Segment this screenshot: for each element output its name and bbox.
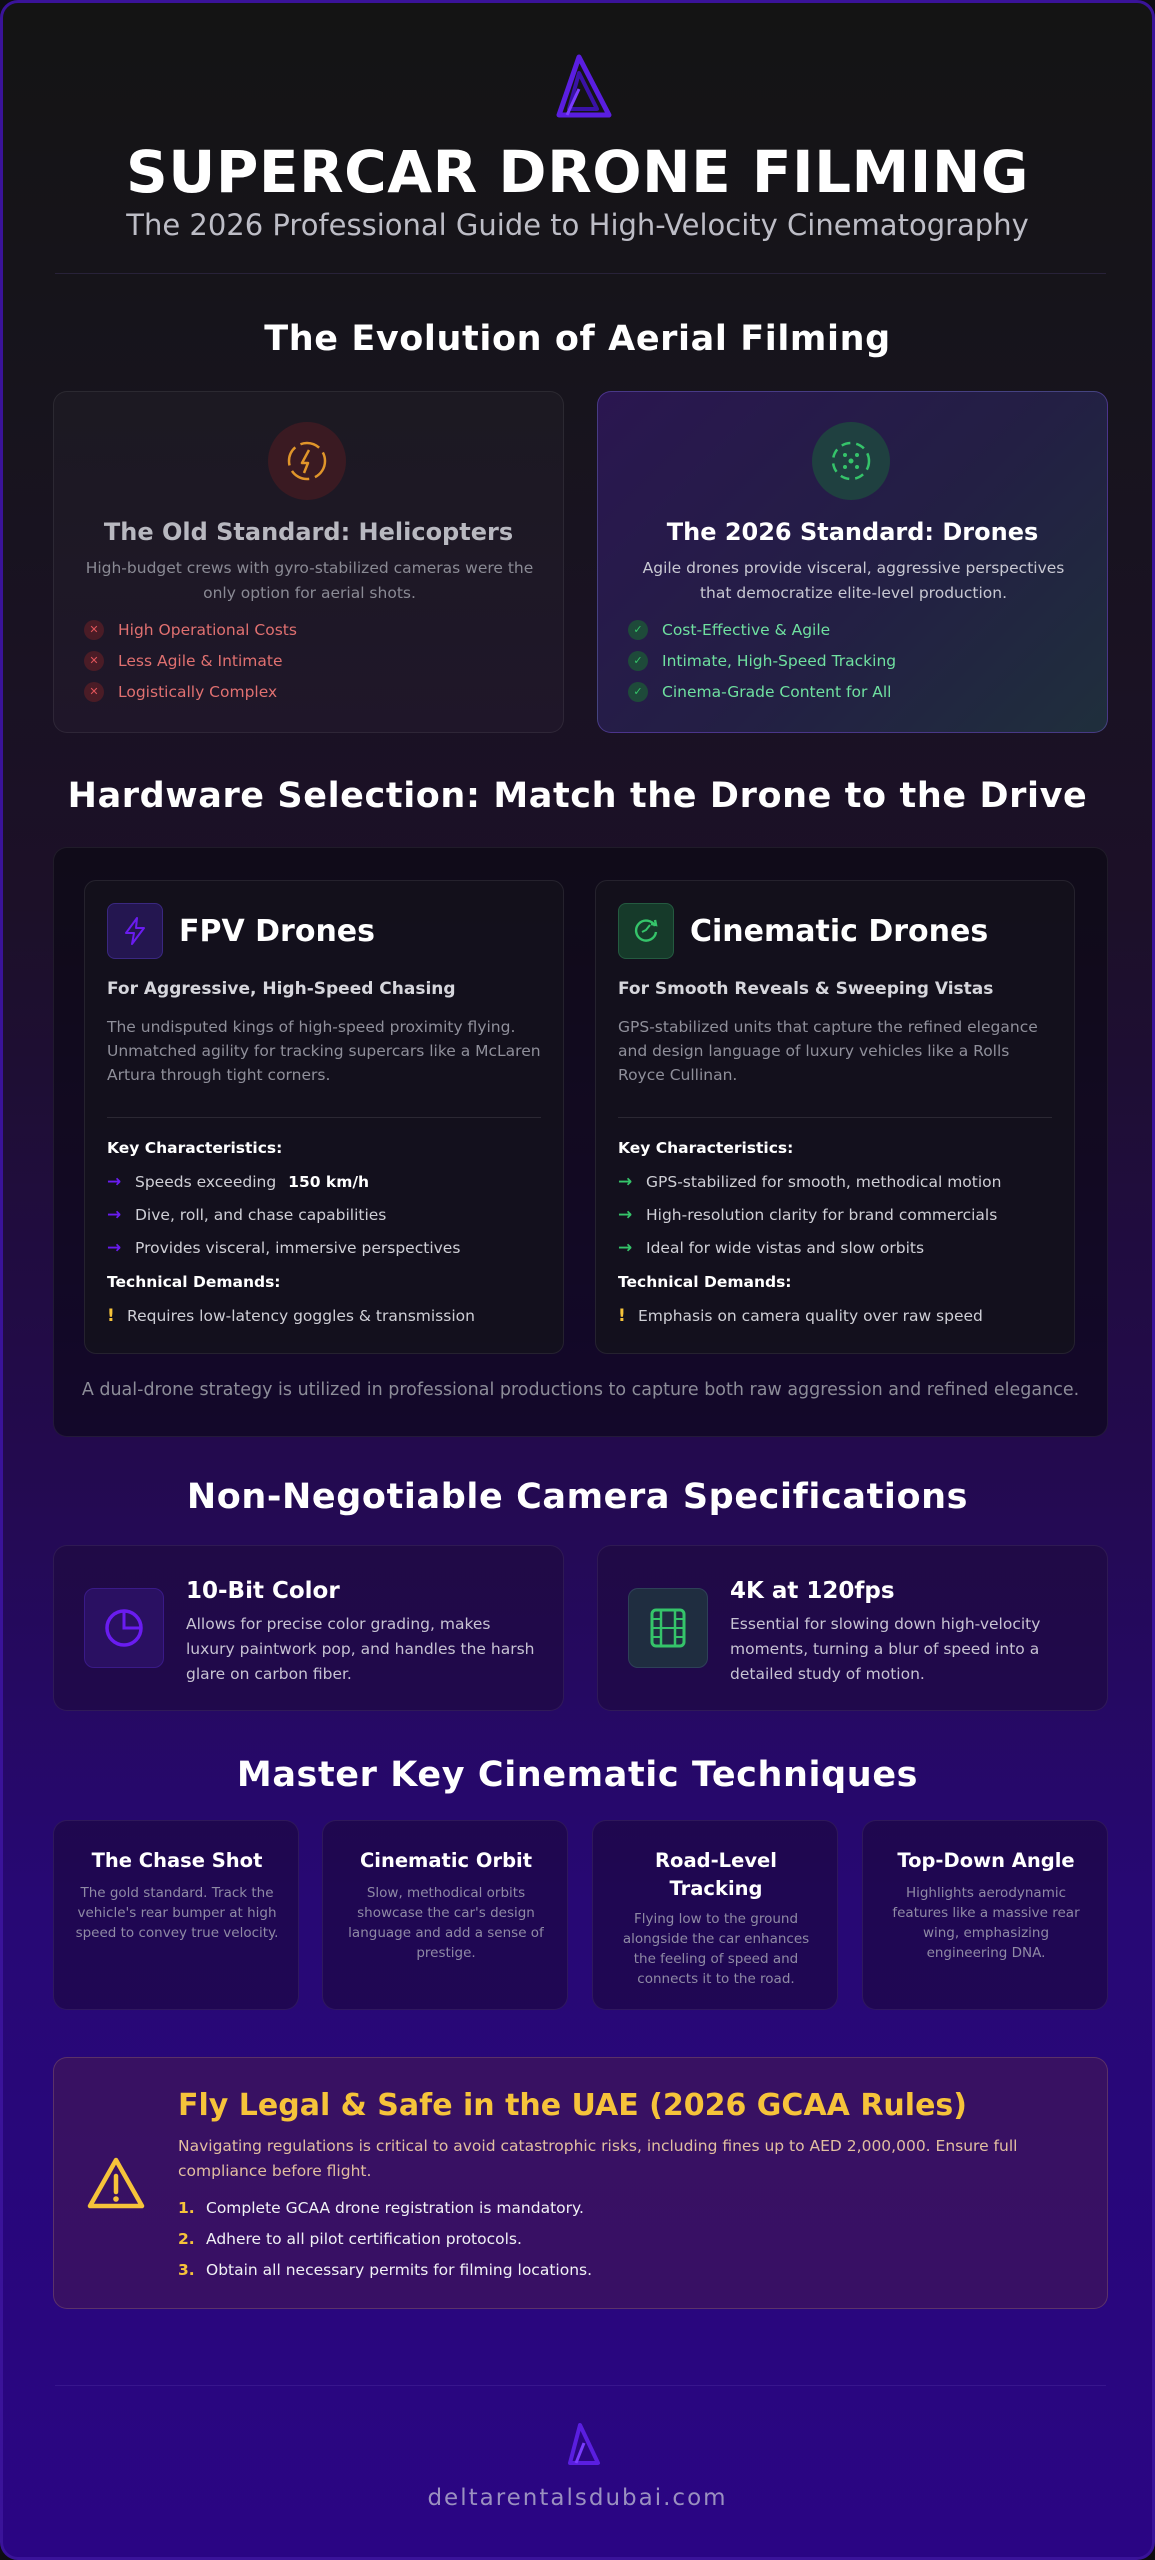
spec-description: Allows for precise color grading, makes luxury paintwork pop, and handles the harsh glare on carbon fiber.	[186, 1615, 535, 1683]
list-item: → Provides visceral, immersive perspectives	[107, 1237, 461, 1258]
cinematic-characteristics-list	[618, 1165, 1001, 1264]
section-title-techniques: Master Key Cinematic Techniques	[236, 1755, 919, 1795]
fpv-characteristics-label: Key Characteristics:	[107, 1139, 283, 1157]
hardware-note: A dual-drone strategy is utilized in professional productions to capture both raw aggression and refined elegance.	[81, 1380, 1080, 1400]
check-icon: ✓	[628, 651, 648, 671]
evolution-old-card	[53, 391, 564, 733]
cinematic-title: Cinematic Drones	[690, 914, 989, 949]
fpv-drone-card	[84, 880, 564, 1354]
divider	[55, 273, 1106, 274]
list-item: 1. Complete GCAA drone registration is mandatory.	[178, 2198, 584, 2217]
evolution-new-card	[597, 391, 1108, 733]
technique-card	[53, 1820, 299, 2010]
list-item: ✓ Intimate, High-Speed Tracking	[628, 645, 896, 676]
technique-title: Cinematic Orbit	[359, 1849, 533, 1872]
fpv-subtitle: For Aggressive, High-Speed Chasing	[107, 979, 456, 999]
x-icon: ✕	[84, 682, 104, 702]
evolution-new-description: Agile drones provide visceral, aggressive perspectives that democratize elite-level production.	[642, 559, 1065, 602]
technique-card	[322, 1820, 568, 2010]
fpv-characteristics-list	[107, 1165, 460, 1264]
fpv-title: FPV Drones	[179, 914, 376, 949]
spec-card-color	[53, 1545, 564, 1711]
cinematic-demands-list	[618, 1299, 983, 1332]
section-title-camera: Non-Negotiable Camera Specifications	[186, 1477, 969, 1517]
divider	[107, 1117, 541, 1118]
regulations-card	[53, 2057, 1108, 2309]
exclamation-icon: !	[618, 1305, 626, 1326]
list-item: ✕ Logistically Complex	[84, 676, 297, 707]
lightning-icon	[107, 903, 163, 959]
footer-logo-icon	[562, 2421, 602, 2469]
film-icon	[628, 1588, 708, 1668]
technique-description: Flying low to the ground alongside the car enhances the feeling of speed and connects it to the road.	[622, 1911, 810, 1987]
exclamation-icon: !	[107, 1305, 115, 1326]
cinematic-description: GPS-stabilized units that capture the refined elegance and design language of luxury vehicles like a Rolls Royce Cullinan.	[618, 1018, 1038, 1084]
color-palette-icon	[84, 1588, 164, 1668]
list-item: ! Emphasis on camera quality over raw speed	[618, 1305, 983, 1326]
arrow-right-icon: →	[107, 1204, 122, 1225]
list-item: ✓ Cinema-Grade Content for All	[628, 676, 896, 707]
list-item: → Speeds exceeding 150 km/h	[107, 1171, 370, 1192]
technique-description: Slow, methodical orbits showcase the car's design language and add a sense of prestige.	[348, 1885, 544, 1961]
arrow-right-icon: →	[618, 1204, 633, 1225]
cinematic-characteristics-label: Key Characteristics:	[618, 1139, 794, 1157]
check-icon: ✓	[628, 620, 648, 640]
evolution-new-title: The 2026 Standard: Drones	[666, 518, 1039, 546]
arrow-right-icon: →	[618, 1237, 633, 1258]
spec-title: 4K at 120fps	[730, 1578, 895, 1604]
list-item: ✓ Cost-Effective & Agile	[628, 614, 896, 645]
cinematic-drone-card	[595, 880, 1075, 1354]
orbit-icon	[618, 903, 674, 959]
spec-card-framerate	[597, 1545, 1108, 1711]
arrow-right-icon: →	[107, 1237, 122, 1258]
list-item: → High-resolution clarity for brand commercials	[618, 1204, 998, 1225]
spec-title: 10-Bit Color	[186, 1578, 340, 1604]
warning-icon	[84, 2152, 148, 2216]
regulations-description: Navigating regulations is critical to avoid catastrophic risks, including fines up to AED 2,000,000. Ensure full compliance before flight.	[178, 2137, 1018, 2180]
technique-card	[862, 1820, 1108, 2010]
list-item: → Ideal for wide vistas and slow orbits	[618, 1237, 925, 1258]
section-title-evolution: The Evolution of Aerial Filming	[264, 319, 891, 359]
technique-card	[592, 1820, 838, 2010]
cinematic-demands-label: Technical Demands:	[618, 1273, 792, 1291]
list-item: ✕ Less Agile & Intimate	[84, 645, 297, 676]
list-item: 3. Obtain all necessary permits for filming locations.	[178, 2260, 593, 2279]
list-item: → Dive, roll, and chase capabilities	[107, 1204, 387, 1225]
regulations-title: Fly Legal & Safe in the UAE (2026 GCAA Rules)	[178, 2088, 967, 2123]
fpv-demands-label: Technical Demands:	[107, 1273, 281, 1291]
evolution-old-title: The Old Standard: Helicopters	[103, 518, 514, 546]
helicopter-icon	[268, 422, 346, 500]
fpv-demands-list	[107, 1299, 475, 1332]
technique-description: Highlights aerodynamic features like a massive rear wing, emphasizing engineering DNA.	[892, 1885, 1080, 1961]
evolution-old-description: High-budget crews with gyro-stabilized cameras were the only option for aerial shots.	[85, 559, 534, 602]
technique-title: Road-Level Tracking	[655, 1849, 777, 1900]
evolution-new-list	[628, 614, 896, 707]
list-item: ✕ High Operational Costs	[84, 614, 297, 645]
page-subtitle: The 2026 Professional Guide to High-Velocity Cinematography	[126, 208, 1029, 242]
cinematic-subtitle: For Smooth Reveals & Sweeping Vistas	[618, 979, 994, 999]
spec-description: Essential for slowing down high-velocity moments, turning a blur of speed into a detailed study of motion.	[730, 1615, 1041, 1683]
technique-description: The gold standard. Track the vehicle's rear bumper at high speed to convey true velocity.	[75, 1885, 279, 1941]
arrow-right-icon: →	[618, 1171, 633, 1192]
section-title-hardware: Hardware Selection: Match the Drone to the Drive	[67, 776, 1088, 816]
fpv-description: The undisputed kings of high-speed proximity flying. Unmatched agility for tracking supercars like a McLaren Artura through tight corners.	[107, 1018, 541, 1084]
technique-title: The Chase Shot	[91, 1849, 263, 1872]
x-icon: ✕	[84, 651, 104, 671]
brand-logo-icon	[545, 53, 615, 123]
footer-domain[interactable]: deltarentalsdubai.com	[427, 2485, 728, 2511]
hardware-panel	[53, 847, 1108, 1437]
page-title: SUPERCAR DRONE FILMING	[125, 138, 1030, 206]
arrow-right-icon: →	[107, 1171, 122, 1192]
technique-title: Top-Down Angle	[897, 1849, 1075, 1872]
list-item: ! Requires low-latency goggles & transmission	[107, 1305, 475, 1326]
x-icon: ✕	[84, 620, 104, 640]
divider	[55, 2385, 1106, 2386]
regulations-list	[178, 2192, 592, 2285]
drone-icon	[812, 422, 890, 500]
check-icon: ✓	[628, 682, 648, 702]
list-item: 2. Adhere to all pilot certification protocols.	[178, 2229, 522, 2248]
list-item: → GPS-stabilized for smooth, methodical motion	[618, 1171, 1002, 1192]
divider	[618, 1117, 1052, 1118]
evolution-old-list	[84, 614, 297, 707]
